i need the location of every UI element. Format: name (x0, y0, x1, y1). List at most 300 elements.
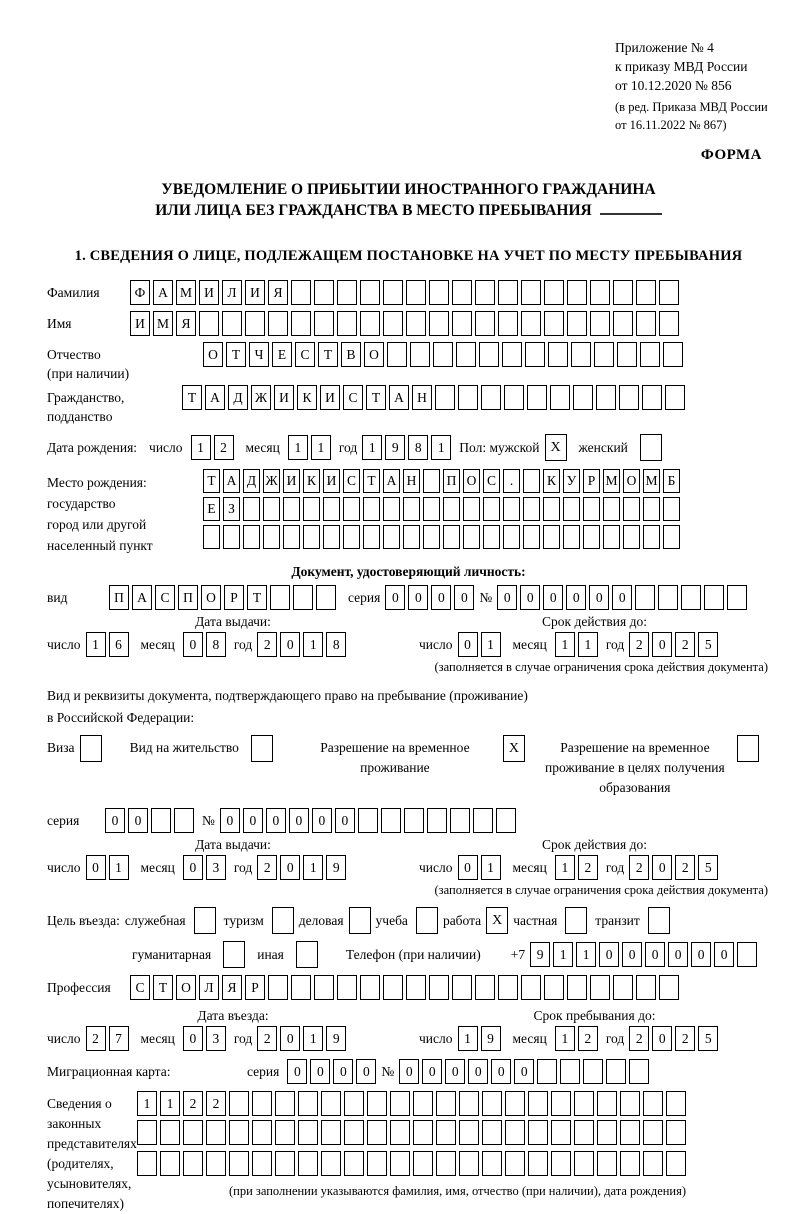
form-cell[interactable] (381, 808, 401, 833)
form-cell[interactable] (406, 280, 426, 305)
form-cell[interactable] (640, 342, 660, 367)
form-cell[interactable]: 2 (675, 855, 695, 880)
form-cell[interactable] (498, 311, 518, 336)
form-cell[interactable] (174, 808, 194, 833)
form-cell[interactable] (659, 975, 679, 1000)
form-cell[interactable]: 8 (206, 632, 226, 657)
form-cell[interactable] (659, 280, 679, 305)
form-cell[interactable] (613, 975, 633, 1000)
form-cell[interactable] (298, 1120, 318, 1145)
form-cell[interactable] (629, 1059, 649, 1084)
form-cell[interactable] (663, 497, 680, 521)
form-cell[interactable]: 9 (385, 435, 405, 460)
form-cell[interactable] (293, 585, 313, 610)
form-cell[interactable] (321, 1091, 341, 1116)
form-cell[interactable] (383, 525, 400, 549)
form-cell[interactable]: 0 (385, 585, 405, 610)
form-cell[interactable]: 0 (566, 585, 586, 610)
form-cell[interactable]: 0 (310, 1059, 330, 1084)
sex-male-checkbox[interactable]: X (545, 434, 567, 461)
form-cell[interactable] (704, 585, 724, 610)
form-cell[interactable] (551, 1151, 571, 1176)
form-cell[interactable]: 0 (645, 942, 665, 967)
form-cell[interactable] (727, 585, 747, 610)
form-cell[interactable] (620, 1120, 640, 1145)
form-cell[interactable] (643, 525, 660, 549)
form-cell[interactable] (613, 311, 633, 336)
form-cell[interactable] (390, 1120, 410, 1145)
form-cell[interactable] (427, 808, 447, 833)
form-cell[interactable] (463, 497, 480, 521)
form-cell[interactable]: С (343, 469, 360, 493)
form-cell[interactable] (283, 525, 300, 549)
form-cell[interactable] (404, 808, 424, 833)
form-cell[interactable] (137, 1120, 157, 1145)
form-cell[interactable]: 2 (183, 1091, 203, 1116)
form-cell[interactable]: А (205, 385, 225, 410)
form-cell[interactable]: 0 (652, 855, 672, 880)
form-cell[interactable] (367, 1120, 387, 1145)
form-cell[interactable] (459, 1091, 479, 1116)
form-cell[interactable]: Т (366, 385, 386, 410)
form-cell[interactable] (583, 1059, 603, 1084)
form-cell[interactable] (521, 280, 541, 305)
form-cell[interactable] (206, 1151, 226, 1176)
form-cell[interactable]: 0 (520, 585, 540, 610)
form-cell[interactable]: П (109, 585, 129, 610)
form-cell[interactable] (291, 975, 311, 1000)
form-cell[interactable]: 0 (445, 1059, 465, 1084)
form-cell[interactable]: И (245, 280, 265, 305)
form-cell[interactable] (597, 1091, 617, 1116)
form-cell[interactable] (571, 342, 591, 367)
form-cell[interactable]: Т (153, 975, 173, 1000)
form-cell[interactable]: 5 (698, 632, 718, 657)
form-cell[interactable]: 0 (105, 808, 125, 833)
form-cell[interactable]: 0 (589, 585, 609, 610)
form-cell[interactable] (459, 1120, 479, 1145)
form-cell[interactable]: 2 (629, 1026, 649, 1051)
form-cell[interactable]: 8 (326, 632, 346, 657)
form-cell[interactable]: И (323, 469, 340, 493)
form-cell[interactable]: У (563, 469, 580, 493)
form-cell[interactable] (663, 525, 680, 549)
form-cell[interactable]: 1 (303, 1026, 323, 1051)
form-cell[interactable]: Е (203, 497, 220, 521)
form-cell[interactable]: Д (228, 385, 248, 410)
form-cell[interactable] (551, 1120, 571, 1145)
form-cell[interactable]: 1 (481, 632, 501, 657)
form-cell[interactable] (387, 342, 407, 367)
form-cell[interactable]: Т (203, 469, 220, 493)
form-cell[interactable]: И (320, 385, 340, 410)
form-cell[interactable]: 0 (543, 585, 563, 610)
form-cell[interactable] (482, 1120, 502, 1145)
form-cell[interactable] (429, 311, 449, 336)
form-cell[interactable] (436, 1151, 456, 1176)
form-cell[interactable] (360, 280, 380, 305)
form-cell[interactable] (574, 1120, 594, 1145)
purpose-tourism-checkbox[interactable] (272, 907, 294, 934)
form-cell[interactable]: 0 (289, 808, 309, 833)
form-cell[interactable]: 1 (86, 632, 106, 657)
form-cell[interactable]: 2 (206, 1091, 226, 1116)
form-cell[interactable] (275, 1091, 295, 1116)
form-cell[interactable]: И (274, 385, 294, 410)
form-cell[interactable]: 0 (287, 1059, 307, 1084)
form-cell[interactable] (603, 525, 620, 549)
form-cell[interactable]: 0 (599, 942, 619, 967)
form-cell[interactable] (737, 942, 757, 967)
form-cell[interactable]: 0 (183, 855, 203, 880)
form-cell[interactable]: 0 (622, 942, 642, 967)
form-cell[interactable] (503, 525, 520, 549)
form-cell[interactable] (643, 497, 660, 521)
form-cell[interactable]: Н (403, 469, 420, 493)
form-cell[interactable] (383, 311, 403, 336)
form-cell[interactable]: 2 (257, 632, 277, 657)
form-cell[interactable] (643, 1120, 663, 1145)
form-cell[interactable] (574, 1151, 594, 1176)
form-cell[interactable]: 1 (191, 435, 211, 460)
form-cell[interactable]: 9 (326, 855, 346, 880)
form-cell[interactable] (203, 525, 220, 549)
purpose-other-checkbox[interactable] (296, 941, 318, 968)
form-cell[interactable]: 1 (109, 855, 129, 880)
form-cell[interactable] (563, 525, 580, 549)
form-cell[interactable] (551, 1091, 571, 1116)
form-cell[interactable] (666, 1120, 686, 1145)
form-cell[interactable]: 0 (422, 1059, 442, 1084)
form-cell[interactable]: А (383, 469, 400, 493)
form-cell[interactable]: Я (268, 280, 288, 305)
form-cell[interactable]: Т (182, 385, 202, 410)
form-cell[interactable]: 0 (468, 1059, 488, 1084)
form-cell[interactable] (160, 1120, 180, 1145)
form-cell[interactable] (523, 525, 540, 549)
form-cell[interactable]: 2 (629, 855, 649, 880)
form-cell[interactable] (151, 808, 171, 833)
form-cell[interactable] (573, 385, 593, 410)
form-cell[interactable] (503, 497, 520, 521)
form-cell[interactable]: О (176, 975, 196, 1000)
form-cell[interactable] (505, 1091, 525, 1116)
sex-female-checkbox[interactable] (640, 434, 662, 461)
form-cell[interactable] (337, 311, 357, 336)
form-cell[interactable] (263, 497, 280, 521)
purpose-transit-checkbox[interactable] (648, 907, 670, 934)
form-cell[interactable] (343, 497, 360, 521)
form-cell[interactable] (458, 385, 478, 410)
form-cell[interactable]: Р (583, 469, 600, 493)
form-cell[interactable]: М (153, 311, 173, 336)
form-cell[interactable]: 1 (160, 1091, 180, 1116)
form-cell[interactable] (623, 525, 640, 549)
form-cell[interactable] (574, 1091, 594, 1116)
form-cell[interactable] (270, 585, 290, 610)
form-cell[interactable] (383, 280, 403, 305)
form-cell[interactable]: В (341, 342, 361, 367)
form-cell[interactable] (525, 342, 545, 367)
form-cell[interactable]: 1 (311, 435, 331, 460)
form-cell[interactable] (619, 385, 639, 410)
form-cell[interactable]: К (543, 469, 560, 493)
form-cell[interactable] (567, 280, 587, 305)
form-cell[interactable]: М (176, 280, 196, 305)
form-cell[interactable] (483, 497, 500, 521)
form-cell[interactable]: 0 (454, 585, 474, 610)
form-cell[interactable]: 1 (555, 855, 575, 880)
form-cell[interactable] (160, 1151, 180, 1176)
form-cell[interactable] (406, 975, 426, 1000)
form-cell[interactable] (544, 975, 564, 1000)
form-cell[interactable]: Е (272, 342, 292, 367)
form-cell[interactable]: 0 (612, 585, 632, 610)
form-cell[interactable]: Н (412, 385, 432, 410)
form-cell[interactable] (596, 385, 616, 410)
form-cell[interactable]: А (223, 469, 240, 493)
form-cell[interactable] (643, 1091, 663, 1116)
form-cell[interactable] (298, 1151, 318, 1176)
form-cell[interactable]: 2 (86, 1026, 106, 1051)
form-cell[interactable]: Я (176, 311, 196, 336)
form-cell[interactable] (505, 1120, 525, 1145)
form-cell[interactable]: О (201, 585, 221, 610)
form-cell[interactable]: 0 (668, 942, 688, 967)
form-cell[interactable] (636, 311, 656, 336)
form-cell[interactable] (245, 311, 265, 336)
form-cell[interactable] (337, 280, 357, 305)
form-cell[interactable] (666, 1151, 686, 1176)
form-cell[interactable] (583, 525, 600, 549)
form-cell[interactable] (443, 497, 460, 521)
form-cell[interactable] (496, 808, 516, 833)
form-cell[interactable] (436, 1120, 456, 1145)
form-cell[interactable]: Ж (263, 469, 280, 493)
form-cell[interactable]: 0 (183, 1026, 203, 1051)
form-cell[interactable] (291, 311, 311, 336)
form-cell[interactable] (583, 497, 600, 521)
form-cell[interactable]: О (623, 469, 640, 493)
form-cell[interactable] (550, 385, 570, 410)
form-cell[interactable]: 1 (303, 632, 323, 657)
form-cell[interactable] (363, 497, 380, 521)
form-cell[interactable] (443, 525, 460, 549)
form-cell[interactable] (435, 385, 455, 410)
form-cell[interactable] (321, 1120, 341, 1145)
form-cell[interactable]: 1 (578, 632, 598, 657)
form-cell[interactable] (423, 497, 440, 521)
form-cell[interactable]: 0 (183, 632, 203, 657)
form-cell[interactable]: 2 (675, 1026, 695, 1051)
form-cell[interactable] (298, 1091, 318, 1116)
form-cell[interactable]: С (130, 975, 150, 1000)
form-cell[interactable] (666, 1091, 686, 1116)
form-cell[interactable] (303, 497, 320, 521)
form-cell[interactable] (199, 311, 219, 336)
form-cell[interactable] (659, 311, 679, 336)
form-cell[interactable]: Р (224, 585, 244, 610)
form-cell[interactable] (363, 525, 380, 549)
form-cell[interactable] (475, 975, 495, 1000)
form-cell[interactable] (543, 497, 560, 521)
form-cell[interactable] (563, 497, 580, 521)
form-cell[interactable]: И (199, 280, 219, 305)
form-cell[interactable] (344, 1120, 364, 1145)
form-cell[interactable]: 2 (257, 855, 277, 880)
form-cell[interactable]: 0 (333, 1059, 353, 1084)
form-cell[interactable]: 9 (530, 942, 550, 967)
form-cell[interactable]: 0 (280, 1026, 300, 1051)
form-cell[interactable]: М (643, 469, 660, 493)
form-cell[interactable] (268, 311, 288, 336)
form-cell[interactable] (275, 1120, 295, 1145)
form-cell[interactable]: К (303, 469, 320, 493)
form-cell[interactable] (502, 342, 522, 367)
form-cell[interactable]: Я (222, 975, 242, 1000)
form-cell[interactable]: 1 (431, 435, 451, 460)
form-cell[interactable] (243, 525, 260, 549)
purpose-private-checkbox[interactable] (565, 907, 587, 934)
form-cell[interactable]: Т (247, 585, 267, 610)
form-cell[interactable]: 6 (109, 632, 129, 657)
form-cell[interactable]: Д (243, 469, 260, 493)
form-cell[interactable] (505, 1151, 525, 1176)
form-cell[interactable]: А (389, 385, 409, 410)
form-cell[interactable]: 0 (458, 632, 478, 657)
form-cell[interactable] (433, 342, 453, 367)
form-cell[interactable]: 9 (481, 1026, 501, 1051)
form-cell[interactable]: Ж (251, 385, 271, 410)
form-cell[interactable] (243, 497, 260, 521)
form-cell[interactable] (635, 585, 655, 610)
form-cell[interactable]: 0 (128, 808, 148, 833)
form-cell[interactable]: 2 (257, 1026, 277, 1051)
form-cell[interactable] (590, 280, 610, 305)
form-cell[interactable]: Т (318, 342, 338, 367)
form-cell[interactable]: О (203, 342, 223, 367)
form-cell[interactable] (483, 525, 500, 549)
form-cell[interactable] (475, 280, 495, 305)
form-cell[interactable]: 2 (629, 632, 649, 657)
form-cell[interactable] (314, 975, 334, 1000)
purpose-work-checkbox[interactable]: X (486, 907, 508, 934)
form-cell[interactable]: 1 (288, 435, 308, 460)
form-cell[interactable]: 0 (652, 632, 672, 657)
form-cell[interactable]: 9 (326, 1026, 346, 1051)
form-cell[interactable] (528, 1120, 548, 1145)
form-cell[interactable]: М (603, 469, 620, 493)
form-cell[interactable]: П (178, 585, 198, 610)
form-cell[interactable] (498, 280, 518, 305)
form-cell[interactable] (183, 1151, 203, 1176)
form-cell[interactable]: 0 (714, 942, 734, 967)
form-cell[interactable] (252, 1151, 272, 1176)
form-cell[interactable] (482, 1151, 502, 1176)
form-cell[interactable]: С (295, 342, 315, 367)
form-cell[interactable] (403, 525, 420, 549)
form-cell[interactable] (681, 585, 701, 610)
form-cell[interactable]: Б (663, 469, 680, 493)
form-cell[interactable] (360, 311, 380, 336)
form-cell[interactable] (252, 1120, 272, 1145)
form-cell[interactable]: 8 (408, 435, 428, 460)
form-cell[interactable] (597, 1151, 617, 1176)
form-cell[interactable] (481, 385, 501, 410)
form-cell[interactable] (429, 975, 449, 1000)
form-cell[interactable]: Р (245, 975, 265, 1000)
form-cell[interactable] (268, 975, 288, 1000)
form-cell[interactable] (643, 1151, 663, 1176)
form-cell[interactable]: О (463, 469, 480, 493)
form-cell[interactable]: 0 (497, 585, 517, 610)
form-cell[interactable] (403, 497, 420, 521)
form-cell[interactable] (658, 585, 678, 610)
form-cell[interactable]: И (130, 311, 150, 336)
form-cell[interactable]: Т (363, 469, 380, 493)
form-cell[interactable] (590, 311, 610, 336)
form-cell[interactable]: А (132, 585, 152, 610)
form-cell[interactable] (263, 525, 280, 549)
form-cell[interactable]: О (364, 342, 384, 367)
form-cell[interactable] (521, 975, 541, 1000)
form-cell[interactable]: 0 (491, 1059, 511, 1084)
form-cell[interactable] (314, 311, 334, 336)
form-cell[interactable]: С (483, 469, 500, 493)
form-cell[interactable] (367, 1091, 387, 1116)
form-cell[interactable] (452, 311, 472, 336)
form-cell[interactable]: 2 (578, 1026, 598, 1051)
form-cell[interactable] (252, 1091, 272, 1116)
form-cell[interactable] (528, 1091, 548, 1116)
form-cell[interactable] (358, 808, 378, 833)
form-cell[interactable]: 1 (362, 435, 382, 460)
form-cell[interactable]: 0 (431, 585, 451, 610)
form-cell[interactable]: Т (226, 342, 246, 367)
form-cell[interactable]: 1 (303, 855, 323, 880)
form-cell[interactable] (567, 975, 587, 1000)
temporary-residence-education-checkbox[interactable] (737, 735, 759, 762)
form-cell[interactable] (594, 342, 614, 367)
form-cell[interactable] (383, 975, 403, 1000)
form-cell[interactable] (423, 469, 440, 493)
form-cell[interactable] (390, 1151, 410, 1176)
form-cell[interactable] (406, 311, 426, 336)
form-cell[interactable] (344, 1091, 364, 1116)
form-cell[interactable] (413, 1151, 433, 1176)
form-cell[interactable] (620, 1151, 640, 1176)
form-cell[interactable]: З (223, 497, 240, 521)
form-cell[interactable]: 0 (312, 808, 332, 833)
form-cell[interactable]: Ф (130, 280, 150, 305)
form-cell[interactable]: 0 (280, 632, 300, 657)
form-cell[interactable] (367, 1151, 387, 1176)
form-cell[interactable] (413, 1091, 433, 1116)
form-cell[interactable] (479, 342, 499, 367)
form-cell[interactable] (636, 280, 656, 305)
form-cell[interactable]: . (503, 469, 520, 493)
form-cell[interactable] (137, 1151, 157, 1176)
form-cell[interactable] (452, 280, 472, 305)
form-cell[interactable] (665, 385, 685, 410)
form-cell[interactable]: С (155, 585, 175, 610)
form-cell[interactable] (620, 1091, 640, 1116)
form-cell[interactable]: 0 (266, 808, 286, 833)
purpose-business-checkbox[interactable] (349, 907, 371, 934)
purpose-official-checkbox[interactable] (194, 907, 216, 934)
form-cell[interactable]: 2 (214, 435, 234, 460)
form-cell[interactable] (423, 525, 440, 549)
